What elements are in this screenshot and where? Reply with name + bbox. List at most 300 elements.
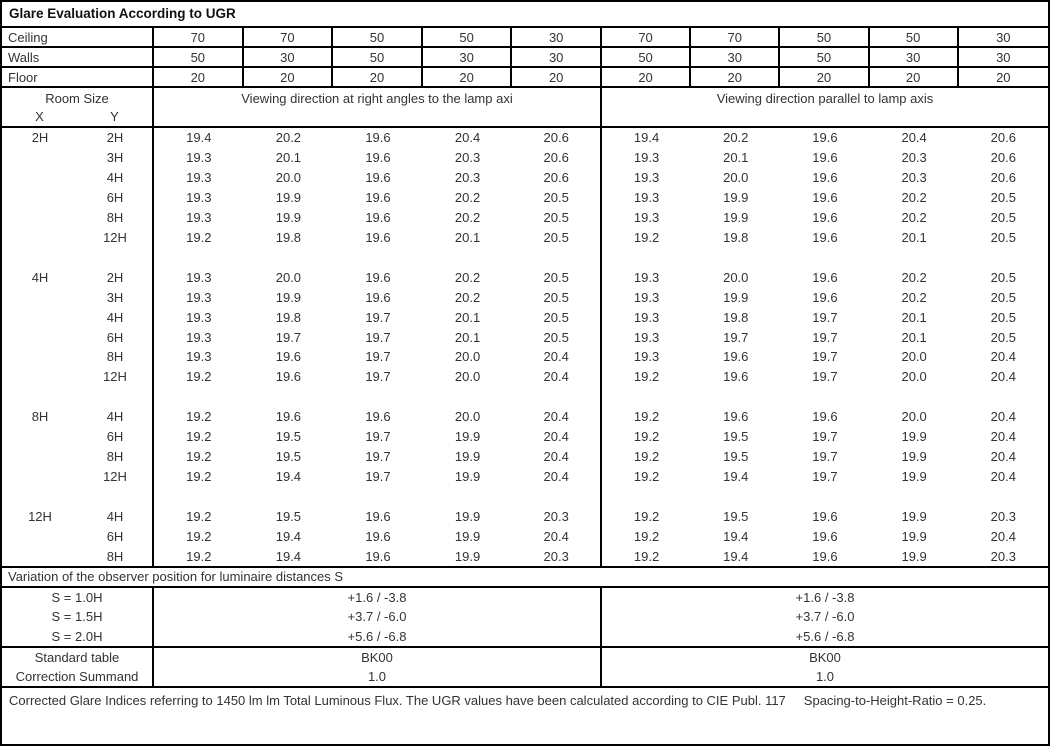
ugr-value: 20.4 (990, 528, 1016, 544)
room-y-label: 8H (78, 208, 154, 228)
ugr-value: 19.9 (454, 528, 481, 544)
variation-rows (2, 588, 1048, 648)
room-x-label (2, 526, 78, 546)
reflectance-value: 70 (691, 28, 780, 46)
room-x-label: 12H (28, 508, 52, 524)
ugr-value: 19.4 (275, 528, 302, 544)
ugr-value: 19.6 (365, 130, 391, 146)
room-y-label: 3H (78, 148, 154, 168)
ugr-value: 19.6 (812, 409, 838, 425)
variation-heading: Variation of the observer position for luminaire distances S (2, 568, 1048, 588)
ugr-value: 20.1 (901, 309, 927, 325)
ugr-value: 20.1 (454, 309, 481, 325)
ugr-value: 19.7 (812, 329, 838, 345)
ugr-value: 19.9 (454, 548, 481, 564)
ugr-value: 20.6 (512, 148, 602, 168)
room-y-label: 12H (78, 367, 154, 387)
reflectance-value: 20 (602, 68, 691, 86)
ugr-value (154, 387, 244, 407)
ugr-value: 20.6 (990, 170, 1016, 186)
ugr-value: 19.2 (633, 508, 660, 524)
ugr-value: 19.3 (186, 329, 212, 345)
ugr-value: 19.7 (365, 349, 391, 365)
standard-row-value-left: BK00 (154, 648, 602, 667)
ugr-value (602, 247, 691, 267)
ugr-value: 20.6 (990, 150, 1016, 166)
footer-note-text: Corrected Glare Indices referring to 1450 lm lm Total Luminous Flux. The UGR values have been calculated according to CIE Publ. 117 (9, 693, 786, 708)
room-y-label: 6H (78, 526, 154, 546)
ugr-value: 19.9 (723, 289, 749, 305)
ugr-value: 19.3 (633, 190, 660, 206)
room-x-label: 8H (31, 409, 49, 425)
ugr-row (2, 347, 1048, 367)
reflectance-value: 20 (512, 68, 602, 86)
reflectance-value: 50 (333, 28, 423, 46)
room-y-label (78, 486, 154, 506)
ugr-value: 20.0 (454, 409, 481, 425)
ugr-value: 19.4 (633, 130, 660, 146)
room-y-label: 4H (78, 407, 154, 427)
ugr-data-grid (2, 128, 1048, 568)
ugr-value: 20.2 (901, 210, 927, 226)
ugr-value (602, 387, 691, 407)
variation-row-value-left: +5.6 / -6.8 (154, 627, 602, 646)
ugr-value (244, 247, 334, 267)
ugr-value: 20.0 (901, 349, 927, 365)
reflectance-row (2, 28, 1048, 48)
ugr-value (244, 387, 334, 407)
ugr-value: 19.9 (901, 468, 927, 484)
reflectance-value: 50 (423, 28, 513, 46)
ugr-value: 19.2 (186, 409, 212, 425)
standard-row-label: Correction Summand (2, 667, 154, 686)
ugr-row (2, 168, 1048, 188)
variation-row-value-right: +3.7 / -6.0 (795, 609, 855, 625)
ugr-value: 19.9 (723, 190, 749, 206)
ugr-value: 19.9 (901, 429, 927, 445)
standard-row (2, 667, 1048, 686)
ugr-value: 19.5 (723, 429, 749, 445)
ugr-value: 20.1 (454, 329, 481, 345)
ugr-value: 19.6 (365, 289, 391, 305)
ugr-value (333, 387, 423, 407)
footer-note (2, 688, 1048, 744)
ugr-value: 19.5 (723, 448, 749, 464)
ugr-value: 19.9 (275, 289, 302, 305)
ugr-value: 20.3 (512, 546, 602, 566)
room-y-label: 3H (78, 287, 154, 307)
ugr-value: 19.2 (633, 409, 660, 425)
ugr-value: 19.2 (186, 508, 212, 524)
room-y-label (78, 247, 154, 267)
ugr-value: 19.6 (812, 548, 838, 564)
ugr-value: 19.5 (275, 448, 302, 464)
reflectance-value: 50 (780, 48, 869, 66)
ugr-value: 19.9 (901, 548, 927, 564)
room-x-label (2, 307, 78, 327)
ugr-value: 20.3 (454, 170, 481, 186)
reflectance-row-label: Ceiling (2, 28, 154, 46)
room-y-label: 6H (78, 427, 154, 447)
ugr-value (959, 486, 1048, 506)
ugr-value: 19.2 (633, 229, 660, 245)
ugr-row (2, 148, 1048, 168)
ugr-row (2, 427, 1048, 447)
ugr-value: 20.0 (723, 269, 749, 285)
variation-row-value-left: +1.6 / -3.8 (154, 588, 602, 607)
ugr-value: 20.4 (454, 130, 481, 146)
reflectance-value: 30 (423, 48, 513, 66)
ugr-value: 20.2 (454, 269, 481, 285)
ugr-value: 20.5 (990, 309, 1016, 325)
ugr-value: 19.6 (275, 349, 302, 365)
ugr-value: 20.4 (990, 369, 1016, 385)
ugr-value: 19.3 (633, 170, 660, 186)
ugr-value: 19.6 (812, 289, 838, 305)
ugr-value: 19.2 (186, 548, 212, 564)
room-x-label (2, 447, 78, 467)
reflectance-value: 20 (691, 68, 780, 86)
ugr-value: 20.4 (512, 526, 602, 546)
ugr-value (780, 387, 869, 407)
ugr-value: 20.5 (990, 329, 1016, 345)
ugr-value: 20.2 (454, 190, 481, 206)
ugr-value: 19.9 (901, 448, 927, 464)
ugr-value: 19.9 (454, 468, 481, 484)
reflectance-value: 20 (996, 69, 1011, 85)
room-y-label: 4H (78, 168, 154, 188)
ugr-value: 19.7 (365, 429, 391, 445)
ugr-value: 20.1 (901, 329, 927, 345)
standard-rows (2, 648, 1048, 688)
ugr-value (154, 486, 244, 506)
ugr-row (2, 307, 1048, 327)
ugr-value: 19.8 (275, 309, 302, 325)
ugr-value: 19.2 (633, 429, 660, 445)
ugr-value (870, 486, 959, 506)
ugr-value: 20.4 (512, 407, 602, 427)
ugr-row (2, 327, 1048, 347)
ugr-value: 19.3 (633, 150, 660, 166)
ugr-value: 20.5 (990, 210, 1016, 226)
ugr-value: 20.4 (990, 409, 1016, 425)
ugr-value: 19.9 (723, 210, 749, 226)
ugr-row (2, 128, 1048, 148)
ugr-value (959, 387, 1048, 407)
reflectance-value: 30 (512, 48, 602, 66)
ugr-value: 19.8 (723, 309, 749, 325)
room-y-label: 2H (78, 267, 154, 287)
ugr-value: 19.9 (275, 210, 302, 226)
standard-row-value-left: 1.0 (154, 667, 602, 686)
ugr-row (2, 367, 1048, 387)
ugr-value: 20.0 (275, 170, 302, 186)
ugr-value: 19.3 (186, 349, 212, 365)
ugr-value: 19.2 (186, 429, 212, 445)
ugr-value: 19.4 (275, 548, 302, 564)
ugr-value (423, 247, 513, 267)
ugr-row (2, 506, 1048, 526)
standard-row-value-right: 1.0 (815, 669, 835, 684)
ugr-value: 19.8 (723, 229, 749, 245)
ugr-value: 19.6 (275, 369, 302, 385)
ugr-row (2, 267, 1048, 287)
ugr-value: 20.4 (512, 367, 602, 387)
ugr-value: 20.1 (275, 150, 302, 166)
ugr-value: 19.6 (365, 528, 391, 544)
ugr-row (2, 208, 1048, 228)
room-x-label (2, 466, 78, 486)
ugr-value: 19.3 (633, 210, 660, 226)
reflectance-value: 20 (154, 68, 244, 86)
ugr-row (2, 546, 1048, 566)
reflectance-value: 20 (870, 68, 959, 86)
ugr-value: 19.3 (633, 309, 660, 325)
room-y-label: 8H (78, 347, 154, 367)
variation-row (2, 607, 1048, 626)
ugr-value: 19.2 (633, 448, 660, 464)
ugr-spacer-row (2, 247, 1048, 267)
ugr-value: 20.5 (512, 287, 602, 307)
room-x-label (2, 287, 78, 307)
table-header (2, 88, 1048, 128)
room-x-label (2, 347, 78, 367)
ugr-value: 20.5 (990, 269, 1016, 285)
ugr-value: 20.0 (901, 369, 927, 385)
ugr-value: 20.6 (990, 130, 1016, 146)
ugr-value: 20.4 (512, 466, 602, 486)
ugr-value: 20.1 (901, 229, 927, 245)
ugr-value: 19.9 (454, 508, 481, 524)
ugr-value: 19.6 (812, 528, 838, 544)
reflectance-row-label: Walls (2, 48, 154, 66)
ugr-value: 19.3 (633, 289, 660, 305)
variation-row (2, 627, 1048, 646)
ugr-value: 19.6 (365, 150, 391, 166)
ugr-value: 20.5 (512, 267, 602, 287)
variation-row-label: S = 1.0H (2, 588, 154, 607)
page-title: Glare Evaluation According to UGR (2, 2, 1048, 28)
ugr-value: 20.5 (512, 208, 602, 228)
reflectance-value: 50 (780, 28, 869, 46)
ugr-value: 20.0 (723, 170, 749, 186)
reflectance-value: 70 (154, 28, 244, 46)
ugr-value (691, 387, 780, 407)
ugr-value: 19.4 (186, 130, 212, 146)
ugr-value: 20.0 (454, 369, 481, 385)
ugr-value: 19.6 (812, 170, 838, 186)
ugr-value: 20.0 (275, 269, 302, 285)
ugr-spacer-row (2, 387, 1048, 407)
ugr-value: 19.2 (633, 369, 660, 385)
room-y-label: 8H (78, 447, 154, 467)
ugr-row (2, 287, 1048, 307)
x-axis-label: X (35, 109, 44, 124)
ugr-value: 19.2 (186, 468, 212, 484)
reflectance-row-label: Floor (2, 68, 154, 86)
variation-row-value-left: +3.7 / -6.0 (154, 607, 602, 626)
ugr-value (512, 247, 602, 267)
reflectance-value: 70 (602, 28, 691, 46)
reflectance-value: 20 (244, 68, 334, 86)
ugr-value (780, 247, 869, 267)
room-x-label (2, 168, 78, 188)
ugr-value: 19.3 (186, 289, 212, 305)
reflectance-value: 50 (154, 48, 244, 66)
room-x-label (2, 546, 78, 566)
ugr-value: 19.7 (812, 429, 838, 445)
room-y-label: 12H (78, 228, 154, 248)
ugr-value: 19.2 (633, 468, 660, 484)
ugr-value: 20.5 (990, 229, 1016, 245)
standard-row-value-right: BK00 (809, 650, 841, 665)
room-x-label (2, 327, 78, 347)
ugr-row (2, 228, 1048, 248)
room-x-label (2, 427, 78, 447)
ugr-value: 20.3 (901, 150, 927, 166)
reflectance-value: 30 (996, 49, 1011, 65)
ugr-value: 20.5 (990, 190, 1016, 206)
ugr-value: 20.4 (990, 429, 1016, 445)
ugr-value (512, 387, 602, 407)
ugr-value: 20.5 (512, 307, 602, 327)
ugr-value (154, 247, 244, 267)
ugr-value: 19.7 (275, 329, 302, 345)
reflectance-value: 70 (244, 28, 334, 46)
footer-ratio-text: Spacing-to-Height-Ratio = 0.25. (803, 693, 987, 708)
variation-row-label: S = 2.0H (2, 627, 154, 646)
ugr-value: 20.2 (454, 210, 481, 226)
ugr-value: 19.3 (186, 309, 212, 325)
ugr-value: 19.3 (186, 150, 212, 166)
room-x-label (2, 228, 78, 248)
standard-row (2, 648, 1048, 667)
room-y-label: 2H (78, 128, 154, 148)
ugr-value: 19.5 (723, 508, 749, 524)
ugr-value: 19.6 (365, 190, 391, 206)
ugr-value: 19.6 (812, 508, 838, 524)
ugr-value: 20.3 (512, 506, 602, 526)
ugr-row (2, 447, 1048, 467)
ugr-value: 20.2 (723, 130, 749, 146)
room-y-label: 4H (78, 506, 154, 526)
ugr-value: 20.5 (512, 228, 602, 248)
ugr-value (244, 486, 334, 506)
ugr-value: 19.7 (365, 309, 391, 325)
ugr-value: 19.7 (365, 468, 391, 484)
ugr-value: 19.9 (275, 190, 302, 206)
room-y-label: 12H (78, 466, 154, 486)
room-y-label (78, 387, 154, 407)
reflectance-value: 50 (602, 48, 691, 66)
ugr-value: 19.2 (186, 448, 212, 464)
ugr-value: 19.6 (365, 229, 391, 245)
ugr-value: 19.6 (365, 269, 391, 285)
room-y-label: 6H (78, 188, 154, 208)
ugr-value: 20.4 (512, 347, 602, 367)
variation-row-label: S = 1.5H (2, 607, 154, 626)
ugr-value: 19.6 (812, 190, 838, 206)
reflectance-row (2, 68, 1048, 88)
ugr-value (333, 247, 423, 267)
room-x-label (2, 247, 78, 267)
variation-row (2, 588, 1048, 607)
ugr-value: 19.3 (186, 170, 212, 186)
ugr-value (959, 247, 1048, 267)
ugr-value: 20.1 (454, 229, 481, 245)
room-x-label: 4H (31, 269, 49, 285)
ugr-value (780, 486, 869, 506)
reflectance-value: 30 (996, 29, 1011, 45)
ugr-value: 19.6 (365, 170, 391, 186)
standard-row-label: Standard table (2, 648, 154, 667)
room-x-label (2, 486, 78, 506)
ugr-value: 19.3 (186, 190, 212, 206)
room-y-label: 4H (78, 307, 154, 327)
ugr-value (870, 387, 959, 407)
ugr-value: 19.9 (454, 448, 481, 464)
ugr-value: 19.8 (275, 229, 302, 245)
room-x-label (2, 208, 78, 228)
ugr-value: 19.7 (812, 309, 838, 325)
ugr-value: 19.6 (275, 409, 302, 425)
ugr-value: 19.9 (454, 429, 481, 445)
reflectance-row (2, 48, 1048, 68)
variation-row-value-right: +5.6 / -6.8 (795, 628, 855, 644)
ugr-value: 19.7 (365, 448, 391, 464)
reflectance-section (2, 28, 1048, 88)
ugr-value: 20.2 (275, 130, 302, 146)
ugr-value: 19.7 (812, 369, 838, 385)
ugr-value: 19.6 (812, 229, 838, 245)
ugr-value: 20.3 (454, 150, 481, 166)
room-x-label (2, 188, 78, 208)
ugr-value: 19.6 (812, 150, 838, 166)
ugr-value: 19.6 (365, 548, 391, 564)
ugr-value: 19.4 (723, 528, 749, 544)
ugr-value: 20.3 (901, 170, 927, 186)
reflectance-value: 30 (244, 48, 334, 66)
ugr-value: 20.5 (512, 188, 602, 208)
ugr-value: 20.1 (723, 150, 749, 166)
ugr-value: 19.7 (812, 448, 838, 464)
ugr-row (2, 407, 1048, 427)
ugr-value: 20.4 (990, 448, 1016, 464)
room-x-label (2, 387, 78, 407)
ugr-value: 19.4 (723, 548, 749, 564)
ugr-value: 19.3 (633, 269, 660, 285)
ugr-value: 20.4 (990, 468, 1016, 484)
ugr-value: 19.7 (723, 329, 749, 345)
reflectance-value: 20 (780, 68, 869, 86)
ugr-value: 20.4 (990, 349, 1016, 365)
ugr-value: 19.9 (901, 508, 927, 524)
ugr-value (870, 247, 959, 267)
room-x-label (2, 148, 78, 168)
ugr-value: 20.6 (512, 168, 602, 188)
ugr-value: 20.0 (454, 349, 481, 365)
reflectance-value: 30 (870, 48, 959, 66)
room-y-label: 8H (78, 546, 154, 566)
ugr-value: 20.2 (901, 289, 927, 305)
ugr-value: 20.2 (901, 269, 927, 285)
ugr-value: 19.3 (186, 269, 212, 285)
ugr-value: 19.2 (633, 548, 660, 564)
ugr-value: 19.6 (365, 409, 391, 425)
ugr-value: 19.5 (275, 429, 302, 445)
ugr-value (602, 486, 691, 506)
ugr-value: 19.6 (723, 409, 749, 425)
